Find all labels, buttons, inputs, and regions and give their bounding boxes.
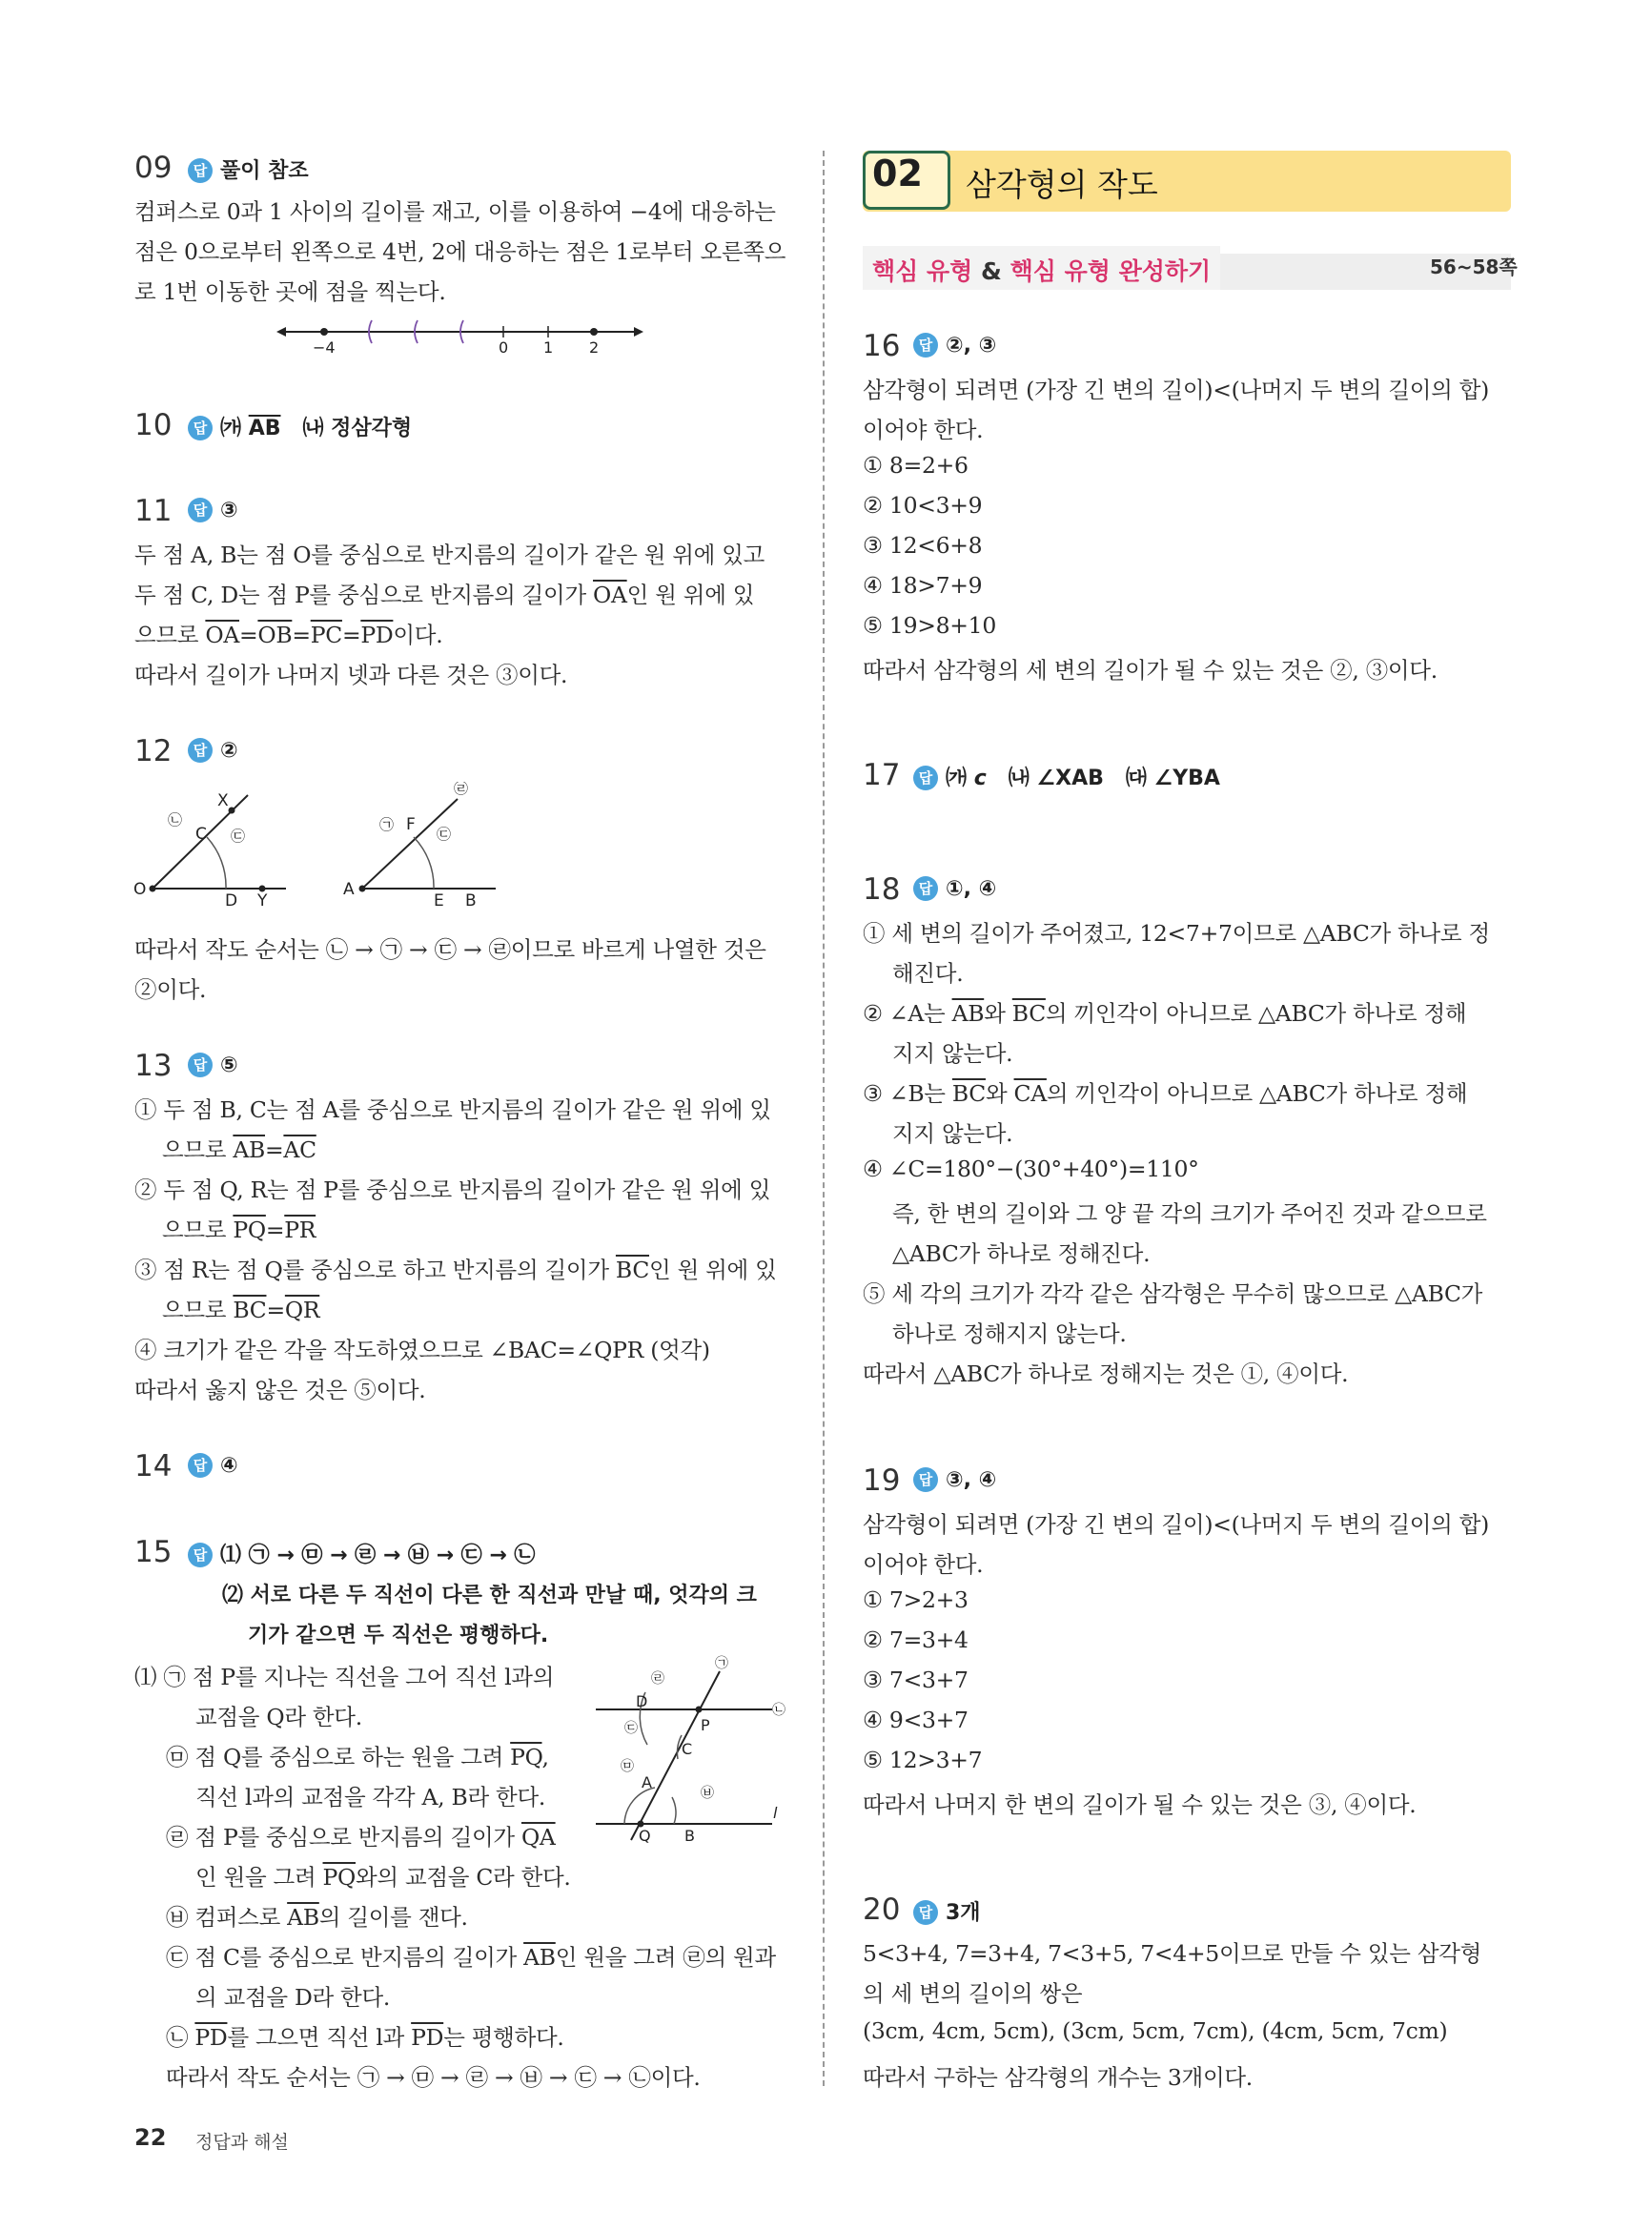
problem-number-10: 10 [134, 408, 173, 442]
answer-15-part2: ⑵ 서로 다른 두 직선이 다른 한 직선과 만날 때, 엇각의 크 [222, 1584, 757, 1607]
text-line: 으므로 $\overline{AB}=\overline{AC}$ [162, 1136, 316, 1163]
answer-badge: 답 [188, 1053, 213, 1077]
text-line: ② 두 점 Q, R는 점 P를 중심으로 반지름의 길이가 같은 원 위에 있 [134, 1176, 771, 1203]
answer-badge: 답 [188, 416, 213, 440]
text-line: ⑴ ㉠ 점 P를 지나는 직선을 그어 직선 l과의 [134, 1664, 555, 1690]
answer-badge: 답 [913, 766, 938, 790]
text-line: ⑤ 세 각의 크기가 각각 같은 삼각형은 무수히 많으므로 △ABC가 [863, 1280, 1483, 1307]
text-line: ㉡ $\overline{PD}$를 그으면 직선 l과 $\overline{PD}$는 평행하다. [166, 2024, 564, 2051]
text-line: 컴퍼스로 0과 1 사이의 길이를 재고, 이를 이용하여 −4에 대응하는 [134, 198, 776, 225]
text-line: 점은 0으로부터 왼쪽으로 4번, 2에 대응하는 점은 1로부터 오른쪽으 [134, 238, 786, 265]
list-item: ① 8=2+6 [863, 452, 969, 479]
svg-text:X: X [217, 791, 229, 810]
problem-number-18: 18 [863, 872, 901, 907]
text-line: 하나로 정해지지 않는다. [892, 1320, 1127, 1347]
text-line: ① 세 변의 길이가 주어졌고, 12<7+7이므로 △ABC가 하나로 정 [863, 920, 1490, 947]
text-line: △ABC가 하나로 정해진다. [892, 1240, 1151, 1267]
list-item: ⑤ 19>8+10 [863, 612, 996, 639]
text-line: 인 원을 그려 $\overline{PQ}$와의 교점을 C라 한다. [195, 1864, 571, 1891]
list-item: ④ 9<3+7 [863, 1707, 969, 1733]
svg-text:㉠: ㉠ [379, 816, 395, 833]
text-line: 지지 않는다. [892, 1120, 1013, 1147]
number-line-figure [276, 315, 648, 358]
section-number: 02 [872, 153, 923, 194]
list-item: ① 7>2+3 [863, 1586, 969, 1613]
list-item: ⑤ 12>3+7 [863, 1747, 983, 1773]
answer-badge: 답 [913, 1467, 938, 1492]
text-line: ① 두 점 B, C는 점 A를 중심으로 반지름의 길이가 같은 원 위에 있 [134, 1096, 771, 1123]
svg-text:B: B [465, 891, 477, 910]
answer-badge: 답 [188, 1543, 213, 1567]
parallel-construction-figure [586, 1654, 791, 1845]
text-line: 해진다. [892, 960, 964, 987]
text-line: 따라서 나머지 한 변의 길이가 될 수 있는 것은 ③, ④이다. [863, 1791, 1417, 1818]
answer-14: 답 ④ [188, 1453, 238, 1478]
text-line: 따라서 △ABC가 하나로 정해지는 것은 ①, ④이다. [863, 1361, 1349, 1387]
text-line: 교점을 Q라 한다. [195, 1704, 362, 1730]
svg-text:㉠: ㉠ [715, 1656, 728, 1671]
tick-label: 1 [543, 338, 554, 357]
svg-text:Q: Q [639, 1827, 651, 1845]
problem-number-16: 16 [863, 329, 901, 363]
text-line: 의 교점을 D라 한다. [195, 1984, 391, 2011]
svg-text:B: B [684, 1827, 695, 1845]
answer-15-part2-cont: 기가 같으면 두 직선은 평행하다. [248, 1624, 549, 1647]
svg-text:㉢: ㉢ [231, 828, 246, 845]
section-banner [863, 151, 1511, 212]
list-item: ② 7=3+4 [863, 1626, 969, 1653]
answer-10: 답 ㈎ $\overline{AB}$ ㈏ 정삼각형 [188, 412, 412, 441]
text-line: 따라서 옳지 않은 것은 ⑤이다. [134, 1377, 426, 1403]
type-label: 핵심 유형 & 핵심 유형 완성하기 [872, 257, 1212, 285]
answer-badge: 답 [188, 1453, 213, 1478]
text-line: ㉢ 점 C를 중심으로 반지름의 길이가 $\overline{AB}$인 원을 그려 ㉣의 원과 [166, 1944, 776, 1971]
text-line: ④ ∠C=180°−(30°+40°)=110° [863, 1156, 1199, 1182]
answer-badge: 답 [188, 738, 213, 763]
answer-badge: 답 [913, 333, 938, 358]
problem-number-09: 09 [134, 151, 173, 185]
answer-badge: 답 [913, 876, 938, 901]
svg-text:D: D [636, 1692, 648, 1710]
answer-20: 답 3개 [913, 1896, 981, 1926]
list-item: ③ 7<3+7 [863, 1667, 969, 1693]
text-line: 따라서 삼각형의 세 변의 길이가 될 수 있는 것은 ②, ③이다. [863, 657, 1438, 684]
problem-number-17: 17 [863, 758, 901, 792]
section-title: 삼각형의 작도 [966, 166, 1158, 203]
text-line: 5<3+4, 7=3+4, 7<3+5, 7<4+5이므로 만들 수 있는 삼각형 [863, 1940, 1482, 1967]
answer-09 [188, 154, 309, 184]
answer-19: 답 ③, ④ [913, 1467, 996, 1492]
svg-text:P: P [701, 1716, 710, 1734]
svg-text:㉢: ㉢ [624, 1721, 638, 1736]
svg-text:㉣: ㉣ [651, 1671, 664, 1687]
problem-number-11: 11 [134, 494, 173, 528]
problem-number-15: 15 [134, 1535, 173, 1569]
text-line: 직선 l과의 교점을 각각 A, B라 한다. [195, 1784, 546, 1811]
text-line: 따라서 구하는 삼각형의 개수는 3개이다. [863, 2064, 1253, 2091]
text-line: 삼각형이 되려면 (가장 긴 변의 길이)<(나머지 두 변의 길이의 합) [863, 1511, 1490, 1538]
text-line: 지지 않는다. [892, 1040, 1013, 1067]
svg-text:C: C [682, 1740, 693, 1758]
list-item: ③ 12<6+8 [863, 532, 983, 559]
list-item: ④ 18>7+9 [863, 572, 983, 599]
tick-label: 2 [589, 338, 600, 357]
answer-17: 답 ㈎ c ㈏ ∠XAB ㈐ ∠YBA [913, 762, 1220, 791]
answer-text: 풀이 참조 [220, 159, 309, 183]
problem-number-14: 14 [134, 1449, 173, 1483]
answer-16: 답 ②, ③ [913, 333, 996, 358]
tick-label: 0 [499, 338, 509, 357]
text-line: 따라서 작도 순서는 ㉠ → ㉤ → ㉣ → ㉥ → ㉢ → ㉡이다. [166, 2064, 701, 2091]
text-line: 로 1번 이동한 곳에 점을 찍는다. [134, 278, 446, 305]
text-line: 으므로 $\overline{BC}=\overline{QR}$ [162, 1297, 320, 1323]
svg-text:㉤: ㉤ [621, 1759, 634, 1774]
svg-text:㉡: ㉡ [772, 1703, 785, 1718]
text-line: ㉤ 점 Q를 중심으로 하는 원을 그려 $\overline{PQ}$, [166, 1744, 549, 1770]
svg-text:Y: Y [257, 891, 268, 910]
svg-text:D: D [225, 891, 238, 910]
page-number: 22 [134, 2124, 167, 2151]
text-line: 따라서 작도 순서는 ㉡ → ㉠ → ㉢ → ㉣이므로 바르게 나열한 것은 [134, 936, 766, 963]
svg-text:O: O [133, 880, 147, 899]
svg-text:l: l [773, 1804, 778, 1822]
text-line: ③ 점 R는 점 Q를 중심으로 하고 반지름의 길이가 $\overline{BC}$인 원 위에 있 [134, 1257, 777, 1283]
problem-number-19: 19 [863, 1463, 901, 1498]
answer-badge: 답 [188, 158, 213, 183]
text-line: 두 점 A, B는 점 O를 중심으로 반지름의 길이가 같은 원 위에 있고 [134, 542, 765, 568]
list-item: ② 10<3+9 [863, 492, 983, 519]
text-line: ② ∠A는 $\overline{AB}$와 $\overline{BC}$의 끼인각이 아니므로 △ABC가 하나로 정해 [863, 1000, 1467, 1027]
svg-text:E: E [434, 891, 444, 910]
text-line: ③ ∠B는 $\overline{BC}$와 $\overline{CA}$의 끼인각이 아니므로 △ABC가 하나로 정해 [863, 1080, 1468, 1107]
answer-15: 답 ⑴ ㉠ → ㉤ → ㉣ → ㉥ → ㉢ → ㉡ [188, 1539, 535, 1568]
svg-text:㉥: ㉥ [701, 1786, 714, 1801]
text-line: 으므로 $\overline{OA}=\overline{OB}=\overline{PC}=\overline{PD}$이다. [134, 622, 443, 648]
angle-construction-figure [133, 782, 524, 915]
text-line: ④ 크기가 같은 각을 작도하였으므로 ∠BAC=∠QPR (엇각) [134, 1337, 710, 1363]
answer-11: 답 ③ [188, 498, 238, 522]
page-label: 정답과 해설 [195, 2132, 289, 2153]
tick-label: −4 [313, 338, 336, 357]
text-line: 따라서 길이가 나머지 넷과 다른 것은 ③이다. [134, 662, 568, 688]
svg-text:F: F [406, 815, 416, 834]
answer-12: 답 ② [188, 738, 238, 763]
answer-18: 답 ①, ④ [913, 876, 996, 901]
problem-number-12: 12 [134, 734, 173, 768]
problem-number-13: 13 [134, 1049, 173, 1083]
svg-text:㉢: ㉢ [437, 826, 452, 843]
answer-badge: 답 [188, 498, 213, 522]
text-line: 삼각형이 되려면 (가장 긴 변의 길이)<(나머지 두 변의 길이의 합) [863, 377, 1490, 403]
page-range: 56~58쪽 [1430, 256, 1518, 278]
svg-text:C: C [195, 825, 207, 844]
text-line: 으므로 $\overline{PQ}=\overline{PR}$ [162, 1217, 316, 1243]
text-line: 두 점 C, D는 점 P를 중심으로 반지름의 길이가 $\overline{OA}$인 원 위에 있 [134, 582, 755, 608]
problem-number-20: 20 [863, 1892, 901, 1927]
text-line: 이어야 한다. [863, 1551, 984, 1578]
svg-text:㉣: ㉣ [454, 782, 469, 797]
text-line: ㉣ 점 P를 중심으로 반지름의 길이가 $\overline{QA}$ [166, 1824, 556, 1851]
text-line: 즉, 한 변의 길이와 그 양 끝 각의 크기가 주어진 것과 같으므로 [892, 1200, 1487, 1227]
svg-text:A: A [642, 1773, 652, 1791]
text-line: (3cm, 4cm, 5cm), (3cm, 5cm, 7cm), (4cm, 5cm, 7cm) [863, 2017, 1448, 2044]
answer-badge: 답 [913, 1900, 938, 1925]
text-line: 의 세 변의 길이의 쌍은 [863, 1980, 1083, 2007]
text-line: ②이다. [134, 976, 207, 1003]
column-divider [823, 151, 825, 2086]
svg-text:A: A [343, 880, 355, 899]
answer-13: 답 ⑤ [188, 1053, 238, 1077]
text-line: ㉥ 컴퍼스로 $\overline{AB}$의 길이를 잰다. [166, 1904, 468, 1931]
text-line: 이어야 한다. [863, 417, 984, 443]
segment-ab: $\overline{AB}$ [248, 417, 281, 440]
svg-text:㉡: ㉡ [168, 811, 183, 829]
